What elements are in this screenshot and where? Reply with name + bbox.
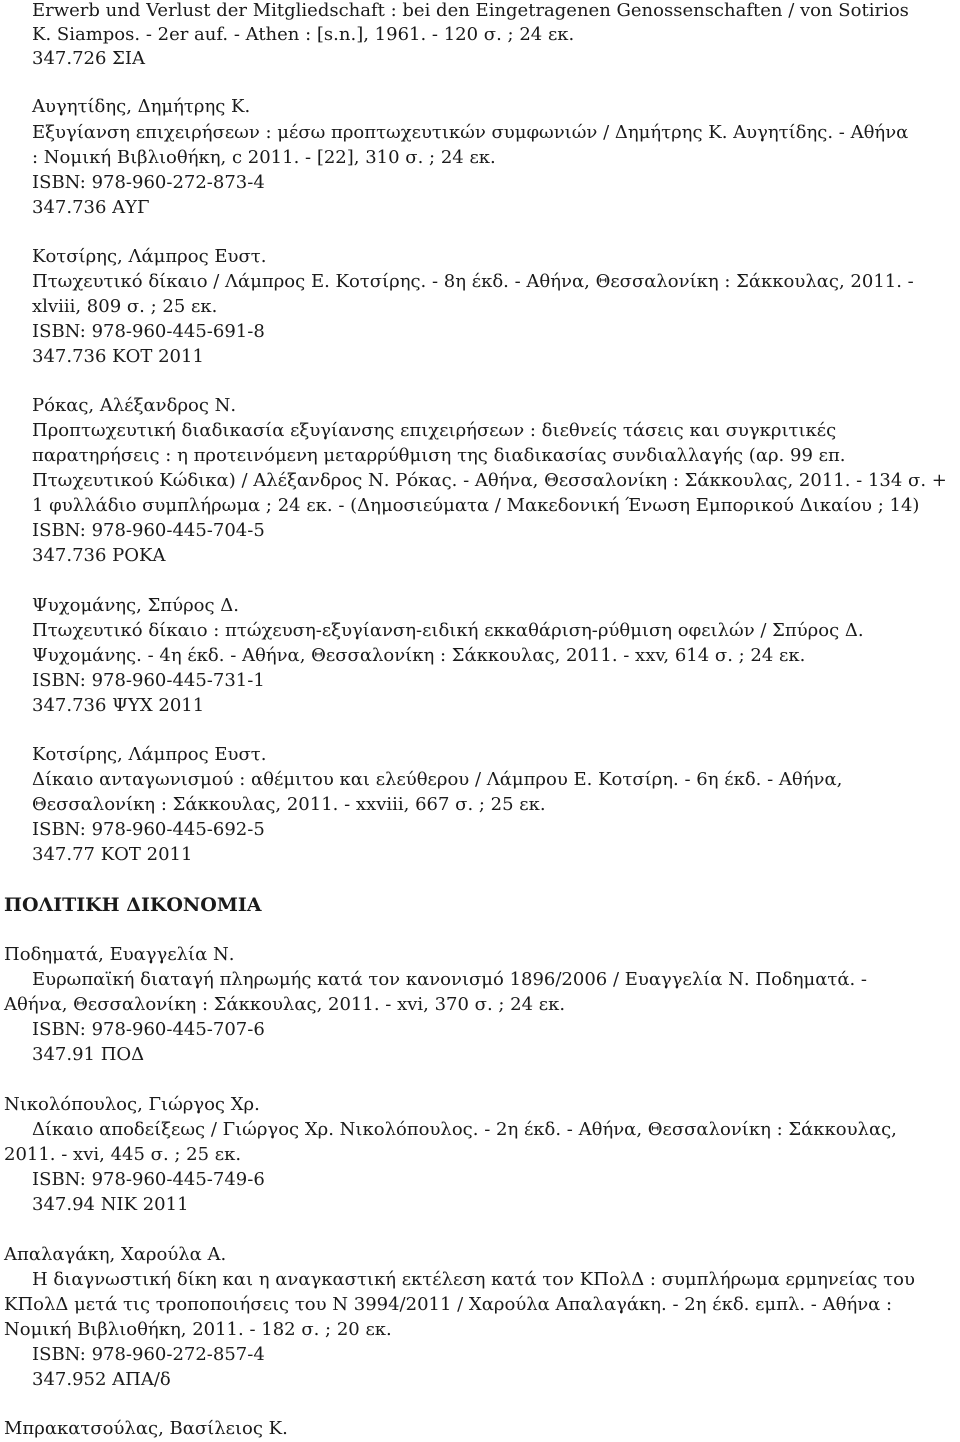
entry-author: Ρόκας, Αλέξανδρος Ν. [32, 395, 237, 416]
entry-description-line: K. Siampos. - 2er auf. - Athen : [s.n.], 1961. - 120 σ. ; 24 εκ. [32, 24, 575, 45]
entry-call-number: 347.77 ΚΟΤ 2011 [32, 844, 193, 865]
entry-author: Κοτσίρης, Λάμπρος Ευστ. [32, 246, 267, 267]
entry-call-number: 347.91 ΠΟΔ [32, 1044, 145, 1065]
entry-author: Μπρακατσούλας, Βασίλειος Κ. [4, 1418, 288, 1439]
entry-call-number: 347.736 ΡΟΚΑ [32, 545, 166, 566]
entry-description-line: 1 φυλλάδιο συμπλήρωμα ; 24 εκ. - (Δημοσιεύματα / Μακεδονική Ένωση Εμπορικού Δικαίου ; 14) [32, 495, 920, 516]
entry-description-line: Erwerb und Verlust der Mitgliedschaft : bei den Eingetragenen Genossenschaften / von Sotirios [32, 0, 909, 21]
entry-call-number: 347.736 ΨΥΧ 2011 [32, 695, 205, 716]
entry-author: Ποδηματά, Ευαγγελία Ν. [4, 944, 235, 965]
entry-description-line: 2011. - xvi, 445 σ. ; 25 εκ. [4, 1144, 242, 1165]
entry-isbn: ISBN: 978-960-445-692-5 [32, 819, 265, 840]
entry-description-line: Πτωχευτικό δίκαιο : πτώχευση-εξυγίανση-ειδική εκκαθάριση-ρύθμιση οφειλών / Σπύρος Δ. [32, 620, 864, 641]
entry-description-line: Αθήνα, Θεσσαλονίκη : Σάκκουλας, 2011. - xvi, 370 σ. ; 24 εκ. [4, 994, 566, 1015]
entry-description-line: Ευρωπαϊκή διαταγή πληρωμής κατά τον κανονισμό 1896/2006 / Ευαγγελία Ν. Ποδηματά. - [32, 969, 868, 990]
entry-description-line: Εξυγίανση επιχειρήσεων : μέσω προπτωχευτικών συμφωνιών / Δημήτρης Κ. Αυγητίδης. - Αθήνα [32, 122, 909, 143]
entry-author: Νικολόπουλος, Γιώργος Χρ. [4, 1094, 260, 1115]
entry-call-number: 347.736 ΑΥΓ [32, 197, 150, 218]
entry-author: Αυγητίδης, Δημήτρης Κ. [32, 96, 251, 117]
entry-isbn: ISBN: 978-960-445-749-6 [32, 1169, 265, 1190]
entry-description-line: Προπτωχευτική διαδικασία εξυγίανσης επιχειρήσεων : διεθνείς τάσεις και συγκριτικές [32, 420, 837, 441]
entry-call-number: 347.94 ΝΙΚ 2011 [32, 1194, 189, 1215]
entry-author: Απαλαγάκη, Χαρούλα Α. [4, 1244, 227, 1265]
entry-description-line: Η διαγνωστική δίκη και η αναγκαστική εκτέλεση κατά τον ΚΠολΔ : συμπλήρωμα ερμηνείας του [32, 1269, 915, 1290]
section-heading: ΠΟΛΙΤΙΚΗ ΔΙΚΟΝΟΜΙΑ [4, 894, 262, 916]
entry-author: Ψυχομάνης, Σπύρος Δ. [32, 595, 240, 616]
entry-description-line: Δίκαιο ανταγωνισμού : αθέμιτου και ελεύθερου / Λάμπρου Ε. Κοτσίρη. - 6η έκδ. - Αθήνα, [32, 769, 843, 790]
entry-call-number: 347.726 ΣΙΑ [32, 48, 145, 69]
entry-isbn: ISBN: 978-960-445-704-5 [32, 520, 265, 541]
entry-description-line: ΚΠολΔ μετά τις τροποποιήσεις του Ν 3994/2011 / Χαρούλα Απαλαγάκη. - 2η έκδ. εμπλ. - Αθήνα : [4, 1294, 893, 1315]
entry-description-line: παρατηρήσεις : η προτεινόμενη μεταρρύθμιση της διαδικασίας συνδιαλλαγής (αρ. 99 επ. [32, 445, 846, 466]
entry-description-line: Ψυχομάνης. - 4η έκδ. - Αθήνα, Θεσσαλονίκη : Σάκκουλας, 2011. - xxv, 614 σ. ; 24 εκ. [32, 645, 806, 666]
entry-description-line: Θεσσαλονίκη : Σάκκουλας, 2011. - xxviii, 667 σ. ; 25 εκ. [32, 794, 546, 815]
entry-isbn: ISBN: 978-960-445-707-6 [32, 1019, 265, 1040]
entry-isbn: ISBN: 978-960-445-691-8 [32, 321, 265, 342]
entry-description-line: Πτωχευτικού Κώδικα) / Αλέξανδρος Ν. Ρόκας. - Αθήνα, Θεσσαλονίκη : Σάκκουλας, 2011. - 134 σ. + [32, 470, 947, 491]
entry-description-line: : Νομική Βιβλιοθήκη, c 2011. - [22], 310 σ. ; 24 εκ. [32, 147, 496, 168]
entry-call-number: 347.952 ΑΠΑ/δ [32, 1369, 171, 1390]
entry-description-line: xlviii, 809 σ. ; 25 εκ. [32, 296, 218, 317]
entry-description-line: Δίκαιο αποδείξεως / Γιώργος Χρ. Νικολόπουλος. - 2η έκδ. - Αθήνα, Θεσσαλονίκη : Σάκκουλας, [32, 1119, 897, 1140]
entry-description-line: Νομική Βιβλιοθήκη, 2011. - 182 σ. ; 20 εκ. [4, 1319, 392, 1340]
entry-isbn: ISBN: 978-960-272-857-4 [32, 1344, 265, 1365]
entry-isbn: ISBN: 978-960-445-731-1 [32, 670, 265, 691]
entry-description-line: Πτωχευτικό δίκαιο / Λάμπρος Ε. Κοτσίρης. - 8η έκδ. - Αθήνα, Θεσσαλονίκη : Σάκκουλας, 2011. - [32, 271, 914, 292]
entry-isbn: ISBN: 978-960-272-873-4 [32, 172, 265, 193]
entry-author: Κοτσίρης, Λάμπρος Ευστ. [32, 744, 267, 765]
entry-call-number: 347.736 ΚΟΤ 2011 [32, 346, 204, 367]
